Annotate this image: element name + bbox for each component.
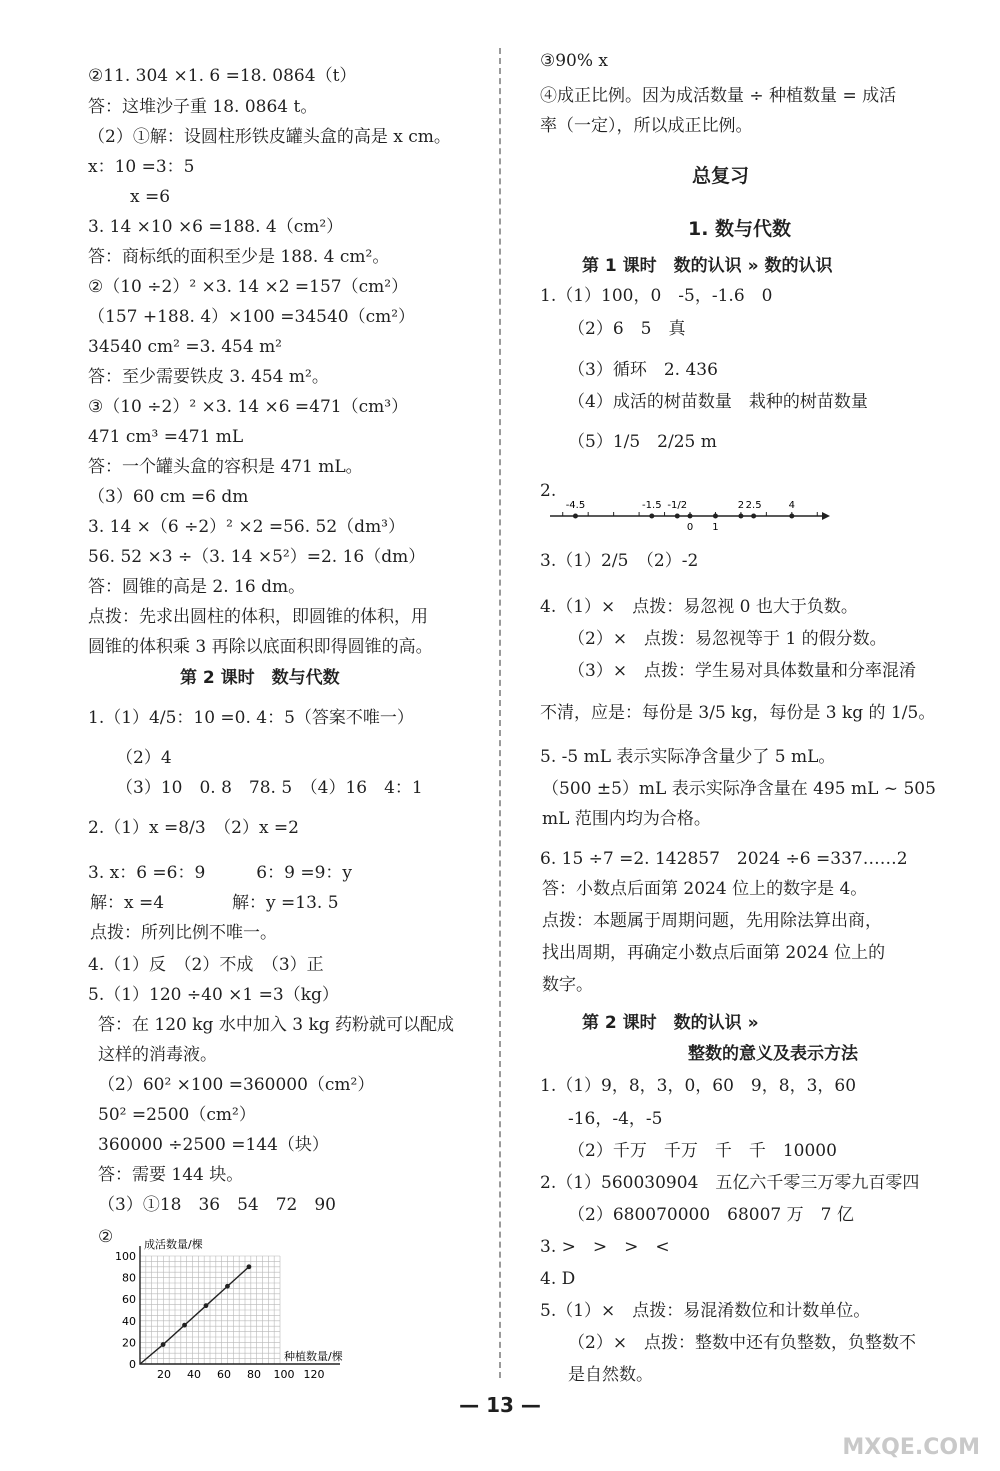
right-column-line: 是自然数。 (568, 1365, 653, 1385)
number-line-label: 4 (788, 500, 796, 511)
left-column-line: 360000 ÷2500 =144（块） (98, 1135, 329, 1155)
right-column-line: 4. D (540, 1269, 576, 1289)
chart-x-tick-label: 20 (157, 1368, 171, 1381)
right-column-line: （2）680070000 68007 万 7 亿 (568, 1205, 854, 1225)
number-line-point (573, 514, 578, 519)
column-divider (499, 48, 501, 1378)
chart-point (225, 1284, 230, 1289)
right-column-line: 率（一定），所以成正比例。 (540, 116, 753, 136)
chart-y-tick-label: 100 (115, 1250, 136, 1263)
right-column-line: 1. 数与代数 (688, 218, 792, 240)
left-column-line: 4.（1）反 （2）不成 （3）正 (88, 955, 324, 975)
right-column-line: 不清，应是：每份是 3/5 kg，每份是 3 kg 的 1/5。 (540, 703, 936, 723)
chart-point (204, 1303, 209, 1308)
right-column-line: ③90% x (540, 51, 609, 71)
chart-y-tick-label: 20 (122, 1336, 136, 1350)
chart-x-tick-label: 80 (247, 1368, 261, 1381)
chart-y-tick-label: 80 (122, 1271, 136, 1285)
chart-x-tick-label: 120 (303, 1368, 325, 1381)
right-column-line: （500 ±5）mL 表示实际净含量在 495 mL ~ 505 (542, 779, 936, 799)
left-column-line: 第 2 课时 数与代数 (180, 668, 340, 688)
right-column-line: 4.（1）× 点拨：易忽视 0 也大于负数。 (540, 597, 858, 617)
left-column-line: ③（10 ÷2）² ×3. 14 ×6 =471（cm³） (88, 397, 409, 417)
right-column-line: （5）1/5 2/25 m (568, 432, 717, 452)
right-column-line: 数字。 (542, 975, 593, 995)
chart-point (161, 1342, 166, 1347)
chart-x-tick-label: 40 (187, 1368, 201, 1381)
right-column-line: （2）6 5 真 (568, 319, 686, 339)
left-column-line: 3. 14 ×（6 ÷2）² ×2 =56. 52（dm³） (88, 517, 405, 537)
left-column-line: 答：在 120 kg 水中加入 3 kg 药粉就可以配成 (98, 1015, 455, 1035)
watermark-text: MXQE.COM (842, 1435, 980, 1460)
chart-y-tick-label: 40 (122, 1314, 136, 1328)
left-column-line: x：10 =3：5 (88, 157, 195, 177)
left-column-line: 3. 14 ×10 ×6 =188. 4（cm²） (88, 217, 344, 237)
right-column-line: 1.（1）100，0 -5，-1.6 0 (540, 286, 773, 306)
number-line-label: -1.5 (642, 500, 662, 511)
number-line-label: 0 (686, 522, 694, 533)
left-column-line: 这样的消毒液。 (98, 1045, 217, 1065)
right-column-line: 5. -5 mL 表示实际净含量少了 5 mL。 (540, 747, 836, 767)
left-column-line: ②（10 ÷2）² ×3. 14 ×2 =157（cm²） (88, 277, 409, 297)
right-column-line: 找出周期，再确定小数点后面第 2024 位上的 (542, 943, 886, 963)
right-column-line: 3. > > > < (540, 1237, 670, 1257)
left-column-line: 圆锥的体积乘 3 再除以底面积即得圆锥的高。 (88, 637, 433, 657)
right-column-line: 1.（1）9，8，3，0，60 9，8，3，60 (540, 1076, 857, 1096)
left-column-line: 答：至少需要铁皮 3. 454 m²。 (88, 367, 329, 387)
left-column-line: 解：x =4 解：y =13. 5 (90, 893, 339, 913)
number-line-point (751, 514, 756, 519)
right-column-line: 第 1 课时 数的认识 » 数的认识 (582, 256, 833, 276)
left-column-line: （3）10 0. 8 78. 5 （4）16 4：1 (116, 778, 423, 798)
left-column-line: 点拨：先求出圆柱的体积，即圆锥的体积，用 (88, 607, 428, 627)
number-line-label: -4.5 (565, 500, 586, 511)
left-column-line: 5.（1）120 ÷40 ×1 =3（kg） (88, 985, 339, 1005)
left-column-line: 答：一个罐头盒的容积是 471 mL。 (88, 457, 363, 477)
right-column-line: （3）循环 2. 436 (568, 360, 718, 380)
left-column-line: 34540 cm² =3. 454 m² (88, 337, 282, 357)
right-column-line: 第 2 课时 数的认识 » (582, 1013, 759, 1033)
right-column-line: ④成正比例。因为成活数量 ÷ 种植数量 = 成活 (540, 86, 897, 106)
left-column-line: （3）60 cm =6 dm (88, 487, 249, 507)
right-column-line: 2. (540, 481, 557, 501)
number-line-label: -1/2 (667, 500, 688, 511)
left-column-line: 答：这堆沙子重 18. 0864 t。 (88, 97, 318, 117)
growth-chart (110, 1236, 360, 1386)
chart-point (247, 1264, 252, 1269)
number-line-point (675, 514, 680, 519)
chart-y-tick-label: 60 (122, 1293, 136, 1307)
left-column-line: 答：圆锥的高是 2. 16 dm。 (88, 577, 306, 597)
number-line-label: 2 (737, 500, 745, 511)
left-column-line: 471 cm³ =471 mL (88, 427, 244, 447)
left-column-line: x =6 (130, 187, 171, 207)
right-column-line: （2）× 点拨：整数中还有负整数，负整数不 (568, 1333, 917, 1353)
left-column-line: 点拨：所列比例不唯一。 (90, 923, 277, 943)
number-line-point (649, 514, 654, 519)
right-column-line: （4）成活的树苗数量 栽种的树苗数量 (568, 392, 868, 412)
number-line-point (713, 514, 718, 519)
left-column-line: 答：需要 144 块。 (98, 1165, 244, 1185)
left-column-line: 56. 52 ×3 ÷（3. 14 ×5²）=2. 16（dm） (88, 547, 426, 567)
left-column-line: 3. x：6 =6：9 6：9 =9：y (88, 863, 353, 883)
chart-x-tick-label: 100 (273, 1368, 295, 1381)
right-column-line: 6. 15 ÷7 =2. 142857 2024 ÷6 =337……2 (540, 849, 908, 869)
right-column-line: 整数的意义及表示方法 (688, 1044, 858, 1064)
left-column-line: 答：商标纸的面积至少是 188. 4 cm²。 (88, 247, 390, 267)
right-column-line: 总复习 (692, 165, 750, 187)
left-column-line: ② (98, 1227, 114, 1247)
left-column-line: （2）60² ×100 =360000（cm²） (98, 1075, 375, 1095)
right-column-line: （2）× 点拨：易忽视等于 1 的假分数。 (568, 629, 887, 649)
left-column-line: （2）①解：设圆柱形铁皮罐头盒的高是 x cm。 (88, 127, 451, 147)
left-column-line: （3）①18 36 54 72 90 (98, 1195, 336, 1215)
right-column-line: -16，-4，-5 (568, 1109, 663, 1129)
left-column-line: 1.（1）4/5：10 =0. 4：5（答案不唯一） (88, 708, 414, 728)
left-column-line: 2.（1）x =8/3 （2）x =2 (88, 818, 299, 838)
number-line-label: 2.5 (745, 500, 762, 511)
chart-x-label: 种植数量/棵 (284, 1350, 343, 1363)
left-column-line: 50² =2500（cm²） (98, 1105, 256, 1125)
number-line (540, 488, 840, 538)
number-line-point (688, 514, 693, 519)
right-column-line: （2）千万 千万 千 千 10000 (568, 1141, 837, 1161)
right-column-line: 5.（1）× 点拨：易混淆数位和计数单位。 (540, 1301, 871, 1321)
page-number: — 13 — (459, 1393, 541, 1417)
left-column-line: （2）4 (116, 748, 172, 768)
right-column-line: 答：小数点后面第 2024 位上的数字是 4。 (542, 879, 868, 899)
chart-axes (140, 1246, 340, 1364)
right-column-line: 点拨：本题属于周期问题，先用除法算出商， (542, 911, 882, 931)
left-column-line: （157 +188. 4）×100 =34540（cm²） (88, 307, 416, 327)
number-line-arrow (822, 512, 830, 520)
number-line-point (789, 514, 794, 519)
number-line-point (738, 514, 743, 519)
right-column-line: 3.（1）2/5 （2）-2 (540, 551, 699, 571)
chart-point (182, 1323, 187, 1328)
chart-y-tick-label: 0 (129, 1358, 136, 1371)
left-column-line: ②11. 304 ×1. 6 =18. 0864（t） (88, 66, 357, 86)
right-column-line: （3）× 点拨：学生易对具体数量和分率混淆 (568, 661, 917, 681)
right-column-line: mL 范围内均为合格。 (542, 809, 711, 829)
right-column-line: 2.（1）560030904 五亿六千零三万零九百零四 (540, 1173, 920, 1193)
chart-y-label: 成活数量/棵 (144, 1238, 203, 1251)
chart-x-tick-label: 60 (217, 1368, 231, 1381)
number-line-label: 1 (712, 522, 719, 533)
